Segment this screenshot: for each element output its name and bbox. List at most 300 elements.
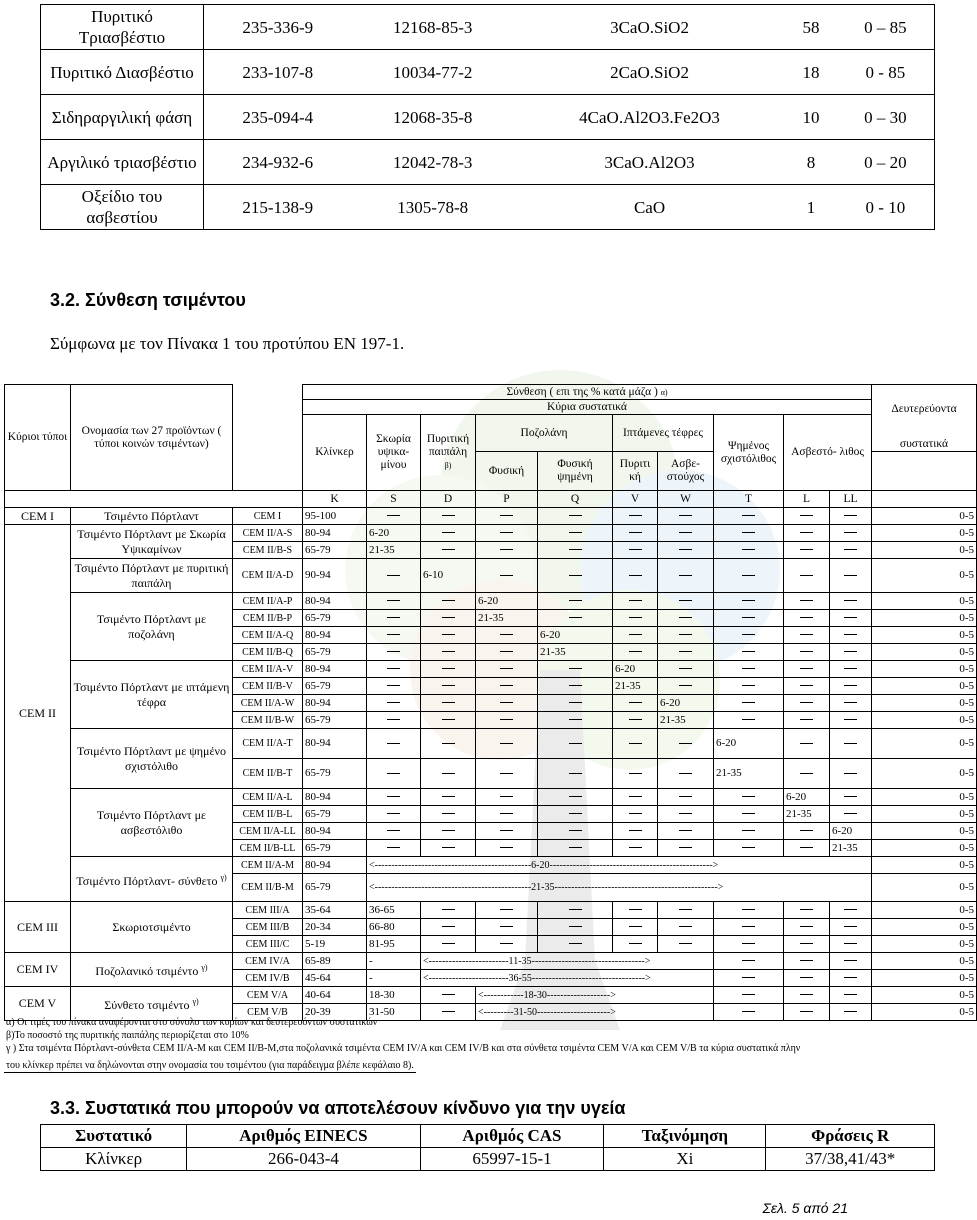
cement-code: CEM III/C: [233, 936, 303, 953]
clinker-value: 80-94: [303, 661, 367, 678]
empty-dash-cell: [714, 789, 784, 806]
empty-dash-cell: [538, 712, 613, 729]
empty-dash-cell: [658, 559, 714, 593]
constituent-letter: LL: [830, 491, 872, 508]
dash-mark: [679, 634, 692, 635]
dash-mark: [844, 773, 857, 774]
footnote-mark: γ): [220, 872, 227, 882]
empty-dash-cell: [367, 729, 421, 759]
dash-mark: [387, 515, 400, 516]
empty-dash-cell: [367, 712, 421, 729]
dash-mark: [800, 685, 813, 686]
empty-dash-cell: [367, 789, 421, 806]
dash-mark: [629, 813, 642, 814]
header-natural-calcined: Φυσική ψημένη: [538, 452, 613, 491]
dash-mark: [442, 943, 455, 944]
mineral-row: [41, 140, 935, 185]
dash-mark: [800, 977, 813, 978]
constituent-letter: V: [613, 491, 658, 508]
clinker-value: 65-79: [303, 806, 367, 823]
empty-dash-cell: [784, 936, 830, 953]
secondary-value: 0-5: [872, 919, 977, 936]
dash-mark: [800, 515, 813, 516]
empty-dash-cell: [784, 953, 830, 970]
empty-dash-cell: [714, 936, 784, 953]
secondary-value: 0-5: [872, 806, 977, 823]
clinker-value: 20-39: [303, 1004, 367, 1021]
empty-dash-cell: [784, 729, 830, 759]
dash-mark: [800, 719, 813, 720]
dash-mark: [442, 634, 455, 635]
empty-dash-cell: [714, 627, 784, 644]
empty-dash-cell: [714, 610, 784, 627]
empty-dash-cell: [538, 823, 613, 840]
empty-dash-cell: [830, 508, 872, 525]
dash-mark: [844, 600, 857, 601]
constituent-letter: T: [714, 491, 784, 508]
empty-dash-cell: [784, 610, 830, 627]
secondary-value: 0-5: [872, 610, 977, 627]
mineral-einecs: 235-336-9: [204, 5, 352, 50]
secondary-value: 0-5: [872, 759, 977, 789]
empty-dash-cell: [367, 759, 421, 789]
dash-mark: [629, 549, 642, 550]
empty-dash-cell: [658, 627, 714, 644]
empty-dash-cell: [784, 542, 830, 559]
empty-dash-cell: [714, 823, 784, 840]
dash-mark: [844, 796, 857, 797]
empty-dash-cell: [830, 987, 872, 1004]
constituent-letter: W: [658, 491, 714, 508]
secondary-value: 0-5: [872, 953, 977, 970]
mineral-formula: 4CaO.Al2O3.Fe2O3: [514, 95, 785, 140]
hazard-cell: Κλίνκερ: [41, 1148, 187, 1171]
dash-mark: [679, 515, 692, 516]
empty-dash-cell: [784, 823, 830, 840]
dash-mark: [387, 813, 400, 814]
dash-mark: [742, 909, 755, 910]
clinker-value: 80-94: [303, 789, 367, 806]
header-product-names: Ονομασία των 27 προϊόντων ( τύποι κοινών τσιμέντων): [71, 385, 233, 491]
empty-dash-cell: [714, 953, 784, 970]
empty-dash-cell: [658, 729, 714, 759]
footnote-mark: γ): [192, 997, 199, 1006]
dash-mark: [742, 685, 755, 686]
mineral-cas: 1305-78-8: [352, 185, 514, 230]
empty-dash-cell: [538, 559, 613, 593]
empty-dash-cell: [476, 840, 538, 857]
dash-mark: [387, 634, 400, 635]
mineral-formula: CaO: [514, 185, 785, 230]
empty-dash-cell: [476, 823, 538, 840]
empty-dash-cell: [367, 823, 421, 840]
header-clinker: Κλίνκερ: [303, 415, 367, 491]
header-main-constituents: Κύρια συστατικά: [303, 400, 872, 415]
secondary-value: 0-5: [872, 840, 977, 857]
slag-value: 66-80: [367, 919, 421, 936]
dash-mark: [387, 668, 400, 669]
empty-dash-cell: [421, 627, 476, 644]
secondary-value: 0-5: [872, 678, 977, 695]
section-heading-3-3: 3.3. Συστατικά που μπορούν να αποτελέσουν κίνδυνο για την υγεία: [50, 1098, 626, 1118]
dash-mark: [442, 719, 455, 720]
dash-mark: [569, 773, 582, 774]
dash-mark: [742, 634, 755, 635]
mineral-einecs: 235-094-4: [204, 95, 352, 140]
constituent-value: 6-20: [830, 823, 872, 840]
empty-dash-cell: [784, 593, 830, 610]
secondary-value: 0-5: [872, 508, 977, 525]
empty-dash-cell: [830, 970, 872, 987]
dash-mark: [844, 719, 857, 720]
empty-dash-cell: [613, 542, 658, 559]
empty-dash-cell: [714, 902, 784, 919]
cement-code: CEM III/A: [233, 902, 303, 919]
empty-dash-cell: [784, 987, 830, 1004]
range-arrow: <------------------------11-35---------------------------------->: [421, 953, 714, 970]
cement-code: CEM II/A-S: [233, 525, 303, 542]
dash-mark: [387, 830, 400, 831]
dash-mark: [800, 830, 813, 831]
dash-mark: [442, 909, 455, 910]
slag-value: 31-50: [367, 1004, 421, 1021]
constituent-value: 6-10: [421, 559, 476, 593]
empty-dash-cell: [421, 644, 476, 661]
empty-dash-cell: [367, 508, 421, 525]
constituent-value: 6-20: [784, 789, 830, 806]
empty-dash-cell: [714, 987, 784, 1004]
clinker-value: 40-64: [303, 987, 367, 1004]
cement-row: [5, 729, 977, 759]
secondary-value: 0-5: [872, 542, 977, 559]
product-name: Τσιμέντο Πόρτλαντ με ποζολάνη: [96, 611, 207, 641]
mineral-formula: 3CaO.SiO2: [514, 5, 785, 50]
dash-mark: [844, 549, 857, 550]
empty-dash-cell: [538, 759, 613, 789]
empty-dash-cell: [613, 508, 658, 525]
empty-dash-cell: [784, 695, 830, 712]
header-limestone: Ασβεστό- λιθος: [784, 415, 872, 491]
dash-mark: [800, 575, 813, 576]
range-arrow: <---------31-50---------------------->: [476, 1004, 714, 1021]
empty-dash-cell: [476, 729, 538, 759]
dash-mark: [742, 549, 755, 550]
clinker-value: 80-94: [303, 593, 367, 610]
cement-code: CEM II/A-L: [233, 789, 303, 806]
mineral-row: [41, 50, 935, 95]
empty-dash-cell: [613, 902, 658, 919]
footnote-mark: γ): [201, 963, 208, 972]
empty-dash-cell: [784, 759, 830, 789]
dash-mark: [500, 813, 513, 814]
hazard-cell: Xi: [604, 1148, 766, 1171]
dash-mark: [500, 743, 513, 744]
dash-mark: [569, 668, 582, 669]
empty-dash-cell: [613, 610, 658, 627]
secondary-value: 0-5: [872, 644, 977, 661]
empty-dash-cell: [658, 593, 714, 610]
empty-dash-cell: [784, 525, 830, 542]
dash-mark: [844, 926, 857, 927]
header-natural: Φυσική: [476, 452, 538, 491]
dash-mark: [387, 685, 400, 686]
hazard-cell: 37/38,41/43*: [766, 1148, 935, 1171]
cement-code: CEM II/B-M: [233, 874, 303, 902]
empty-dash-cell: [421, 695, 476, 712]
empty-dash-cell: [476, 661, 538, 678]
dash-mark: [679, 943, 692, 944]
product-name: Τσιμέντο Πόρτλαντ- σύνθετο: [76, 873, 218, 888]
empty-dash-cell: [613, 729, 658, 759]
secondary-value: 0-5: [872, 729, 977, 759]
letters-spacer: [5, 491, 303, 508]
header-slag: Σκωρία υψικα- μίνου: [367, 415, 421, 491]
clinker-value: 65-79: [303, 678, 367, 695]
dash-mark: [569, 549, 582, 550]
cement-code: CEM II/B-Q: [233, 644, 303, 661]
empty-dash-cell: [613, 759, 658, 789]
dash-mark: [387, 773, 400, 774]
dash-mark: [569, 743, 582, 744]
product-name-cell: [71, 525, 233, 559]
empty-dash-cell: [538, 840, 613, 857]
empty-dash-cell: [421, 987, 476, 1004]
section-paragraph: Σύμφωνα με τον Πίνακα 1 του προτύπου EN 197-1.: [50, 334, 405, 353]
dash-mark: [442, 813, 455, 814]
mineral-cas: 12068-35-8: [352, 95, 514, 140]
dash-mark: [387, 702, 400, 703]
dash-mark: [679, 773, 692, 774]
dash-mark: [844, 575, 857, 576]
mineral-einecs: 234-932-6: [204, 140, 352, 185]
header-calcareous: Ασβε- στούχος: [658, 452, 714, 491]
empty-dash-cell: [830, 559, 872, 593]
footnote-b: β)Το ποσοστό της πυριτικής παιπάλης περιορίζεται στο 10%: [6, 1030, 249, 1041]
constituent-letters-row: [5, 491, 977, 508]
constituent-value: 21-35: [658, 712, 714, 729]
empty-dash-cell: [538, 919, 613, 936]
product-name: Τσιμέντο Πόρτλαντ με ιπτάμενη τέφρα: [73, 679, 230, 709]
product-name: Ποζολανικό τσιμέντο: [95, 964, 199, 978]
empty-dash-cell: [714, 661, 784, 678]
clinker-value: 35-64: [303, 902, 367, 919]
dash-mark: [629, 909, 642, 910]
empty-dash-cell: [714, 644, 784, 661]
empty-dash-cell: [784, 970, 830, 987]
dash-mark: [629, 634, 642, 635]
constituent-value: 6-20: [476, 593, 538, 610]
dash-mark: [442, 830, 455, 831]
empty-dash-cell: [421, 759, 476, 789]
header-spacer: [233, 385, 303, 491]
empty-dash-cell: [784, 627, 830, 644]
empty-dash-cell: [830, 712, 872, 729]
dash-mark: [569, 617, 582, 618]
hazard-cell: 266-043-4: [187, 1148, 420, 1171]
empty-dash-cell: [658, 542, 714, 559]
dash-mark: [800, 773, 813, 774]
mineral-row: [41, 95, 935, 140]
dash-mark: [500, 668, 513, 669]
dash-mark: [800, 909, 813, 910]
dash-mark: [844, 668, 857, 669]
cement-row: [5, 857, 977, 874]
empty-dash-cell: [658, 936, 714, 953]
dash-mark: [387, 575, 400, 576]
slag-value: 36-65: [367, 902, 421, 919]
empty-dash-cell: [421, 936, 476, 953]
dash-mark: [629, 617, 642, 618]
mineral-typical-percent: 18: [785, 50, 837, 95]
hazard-column-header: Αριθμός EINECS: [187, 1125, 420, 1148]
dash-mark: [742, 847, 755, 848]
dash-mark: [800, 943, 813, 944]
empty-dash-cell: [476, 508, 538, 525]
secondary-value: 0-5: [872, 695, 977, 712]
dash-mark: [844, 685, 857, 686]
dash-mark: [742, 617, 755, 618]
dash-mark: [844, 651, 857, 652]
dash-mark: [500, 651, 513, 652]
secondary-value: 0-5: [872, 593, 977, 610]
empty-dash-cell: [830, 593, 872, 610]
header-main-types: Κύριοι τύποι: [5, 385, 71, 491]
dash-mark: [800, 847, 813, 848]
mineral-range: 0 – 20: [837, 140, 935, 185]
hazard-header-row: [41, 1125, 935, 1148]
cement-code: CEM II/A-T: [233, 729, 303, 759]
empty-dash-cell: [421, 729, 476, 759]
footnote-divider: [4, 1072, 416, 1073]
header-pozzolana: Ποζολάνη: [476, 415, 613, 452]
empty-dash-cell: [421, 610, 476, 627]
dash-mark: [442, 1011, 455, 1012]
mineral-einecs: 233-107-8: [204, 50, 352, 95]
empty-dash-cell: [714, 525, 784, 542]
empty-dash-cell: [830, 695, 872, 712]
secondary-value: 0-5: [872, 987, 977, 1004]
dash-mark: [387, 600, 400, 601]
dash-mark: [679, 617, 692, 618]
empty-dash-cell: [476, 678, 538, 695]
empty-dash-cell: [830, 525, 872, 542]
mineral-cas: 12042-78-3: [352, 140, 514, 185]
dash-mark: [742, 813, 755, 814]
clinker-value: 65-79: [303, 712, 367, 729]
dash-mark: [442, 994, 455, 995]
mineral-typical-percent: 58: [785, 5, 837, 50]
empty-dash-cell: [830, 542, 872, 559]
cement-code: CEM II/B-T: [233, 759, 303, 789]
dash-mark: [679, 909, 692, 910]
header-silica-fume: Πυριτική παιπάλη β): [421, 415, 476, 491]
empty-dash-cell: [830, 644, 872, 661]
empty-dash-cell: [538, 806, 613, 823]
dash-mark: [800, 651, 813, 652]
product-name-cell: [71, 508, 233, 525]
empty-dash-cell: [658, 759, 714, 789]
mineral-range: 0 – 30: [837, 95, 935, 140]
clinker-value: 80-94: [303, 823, 367, 840]
empty-dash-cell: [830, 610, 872, 627]
header-siliceous: Πυριτι κή: [613, 452, 658, 491]
empty-dash-cell: [538, 936, 613, 953]
empty-dash-cell: [613, 712, 658, 729]
main-type-cell: CEM I: [5, 508, 71, 525]
empty-dash-cell: [658, 644, 714, 661]
dash-mark: [500, 909, 513, 910]
dash-mark: [387, 617, 400, 618]
empty-dash-cell: [538, 610, 613, 627]
empty-dash-cell: [476, 644, 538, 661]
dash-mark: [442, 651, 455, 652]
dash-mark: [629, 515, 642, 516]
main-type-cell: CEM V: [5, 987, 71, 1021]
empty-dash-cell: [476, 695, 538, 712]
mineral-range: 0 - 85: [837, 50, 935, 95]
range-arrow: <------------------------36-55---------------------------------->: [421, 970, 714, 987]
constituent-value: 6-20: [367, 525, 421, 542]
dash-mark: [569, 515, 582, 516]
dash-mark: [800, 549, 813, 550]
empty-dash-cell: [658, 823, 714, 840]
dash-mark: [500, 702, 513, 703]
dash-mark: [742, 830, 755, 831]
empty-dash-cell: [367, 593, 421, 610]
dash-mark: [844, 532, 857, 533]
empty-dash-cell: [367, 644, 421, 661]
dash-mark: [742, 796, 755, 797]
empty-dash-cell: [830, 789, 872, 806]
mineral-row: [41, 185, 935, 230]
header-blank: [872, 452, 977, 491]
dash-mark: [569, 847, 582, 848]
empty-dash-cell: [538, 695, 613, 712]
dash-mark: [442, 549, 455, 550]
constituent-value: 21-35: [538, 644, 613, 661]
cement-row: [5, 525, 977, 542]
dash-mark: [844, 743, 857, 744]
empty-dash-cell: [421, 661, 476, 678]
empty-dash-cell: [830, 806, 872, 823]
header-burnt-shale: Ψημένος σχιστόλιθος: [714, 415, 784, 491]
empty-dash-cell: [714, 919, 784, 936]
slag-value: -: [367, 953, 421, 970]
header-secondary: Δευτερεύοντα συστατικά: [872, 385, 977, 452]
clinker-value: 20-34: [303, 919, 367, 936]
empty-dash-cell: [538, 593, 613, 610]
empty-dash-cell: [476, 789, 538, 806]
empty-dash-cell: [613, 593, 658, 610]
empty-dash-cell: [613, 806, 658, 823]
mineral-typical-percent: 10: [785, 95, 837, 140]
dash-mark: [442, 702, 455, 703]
dash-mark: [844, 909, 857, 910]
empty-dash-cell: [421, 919, 476, 936]
cement-code: CEM II/B-V: [233, 678, 303, 695]
dash-mark: [800, 668, 813, 669]
empty-dash-cell: [658, 525, 714, 542]
dash-mark: [629, 773, 642, 774]
dash-mark: [569, 813, 582, 814]
constituent-value: 21-35: [476, 610, 538, 627]
dash-mark: [844, 617, 857, 618]
empty-dash-cell: [830, 627, 872, 644]
dash-mark: [679, 796, 692, 797]
product-name-cell: [71, 729, 233, 789]
secondary-value: 0-5: [872, 712, 977, 729]
secondary-value: 0-5: [872, 936, 977, 953]
